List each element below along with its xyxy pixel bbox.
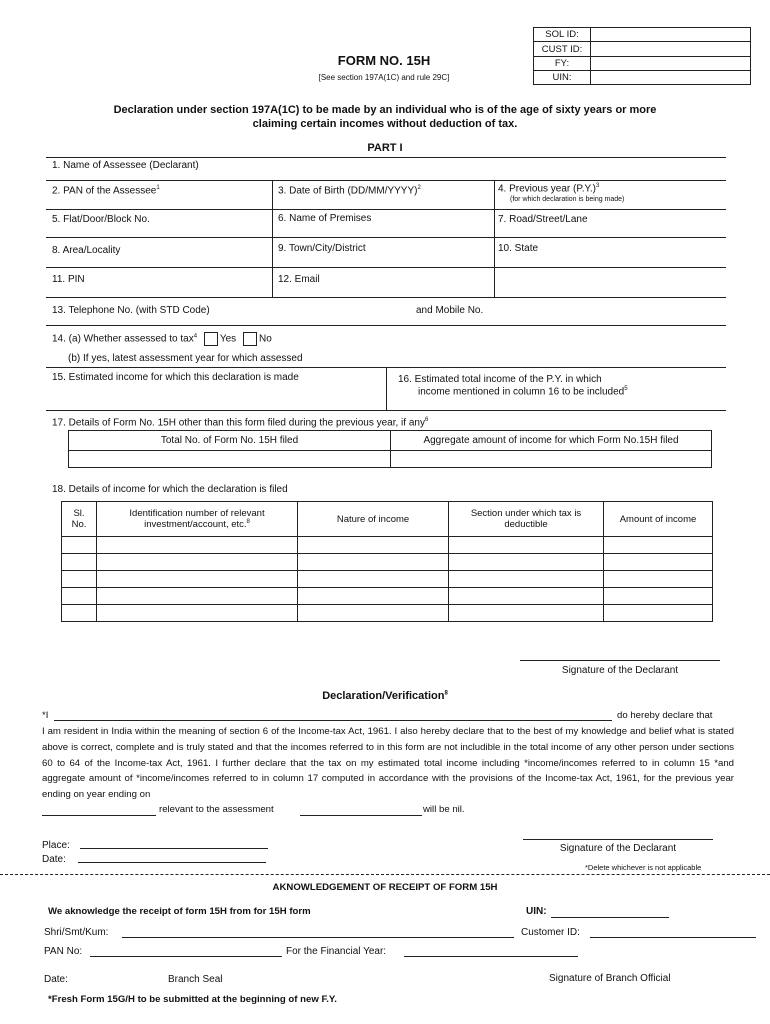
field-14a-row: 14. (a) Whether assessed to tax$^4$ Yes No bbox=[52, 333, 272, 345]
uin-label: UIN: bbox=[534, 71, 591, 85]
relevant-text: relevant to the assessment bbox=[159, 804, 274, 815]
divider bbox=[46, 410, 726, 411]
date-field[interactable] bbox=[78, 862, 266, 863]
ack-customer-id-field[interactable] bbox=[590, 937, 756, 938]
form-subtitle: [See section 197A(1C) and rule 29C] bbox=[318, 73, 450, 82]
field-6-label: 6. Name of Premises bbox=[278, 213, 372, 224]
cell[interactable] bbox=[298, 605, 449, 622]
hereby-text: do hereby declare that bbox=[617, 710, 713, 721]
cell[interactable] bbox=[604, 605, 713, 622]
ack-branch-seal: Branch Seal bbox=[168, 974, 223, 985]
field-14b-label: (b) If yes, latest assessment year for which assessed bbox=[68, 353, 303, 364]
field-12-label: 12. Email bbox=[278, 274, 320, 285]
cell[interactable] bbox=[62, 554, 97, 571]
star-i: *I bbox=[42, 710, 49, 721]
cell[interactable] bbox=[298, 554, 449, 571]
table-row bbox=[62, 571, 713, 588]
fy-label: FY: bbox=[534, 57, 591, 71]
cust-id-field[interactable] bbox=[591, 42, 751, 57]
field-3-label: 3. Date of Birth (DD/MM/YYYY)$^2$ bbox=[278, 185, 421, 197]
declaration-title-line1: Declaration under section 197A(1C) to be made by an individual who is of the age of sixty years or more bbox=[113, 104, 657, 116]
col-total-forms: Total No. of Form No. 15H filed bbox=[69, 431, 391, 451]
year-field[interactable] bbox=[42, 815, 156, 816]
divider bbox=[46, 157, 726, 158]
signature-line-2[interactable] bbox=[523, 839, 713, 840]
cell[interactable] bbox=[97, 554, 298, 571]
divider bbox=[386, 367, 387, 410]
table-row bbox=[62, 554, 713, 571]
cell[interactable] bbox=[449, 554, 604, 571]
cell[interactable] bbox=[97, 537, 298, 554]
divider bbox=[46, 180, 726, 181]
cell[interactable] bbox=[97, 588, 298, 605]
cell[interactable] bbox=[298, 571, 449, 588]
total-forms-cell[interactable] bbox=[69, 451, 391, 468]
signature-declarant-label-2: Signature of the Declarant bbox=[559, 843, 677, 854]
cell[interactable] bbox=[604, 571, 713, 588]
signature-line[interactable] bbox=[520, 660, 720, 661]
divider bbox=[46, 325, 726, 326]
form-title: FORM NO. 15H bbox=[337, 53, 431, 68]
divider bbox=[46, 297, 726, 298]
cell[interactable] bbox=[62, 588, 97, 605]
cell[interactable] bbox=[62, 537, 97, 554]
ack-branch-signature: Signature of Branch Official bbox=[549, 973, 671, 984]
field-7-label: 7. Road/Street/Lane bbox=[498, 214, 588, 225]
nil-text: will be nil. bbox=[423, 804, 465, 815]
ack-fin-year-label: For the Financial Year: bbox=[286, 946, 387, 957]
field-2-label: 2. PAN of the Assessee$^1$ bbox=[52, 185, 160, 197]
field-16-line2: income mentioned in column 16 to be included$^5$ bbox=[418, 386, 628, 398]
header-identification: Identification number of relevant investment/account, etc.$^8$ bbox=[97, 502, 298, 537]
header-sl-no: Sl. No. bbox=[62, 502, 97, 537]
field-8-label: 8. Area/Locality bbox=[52, 245, 121, 256]
field-9-label: 9. Town/City/District bbox=[278, 243, 366, 254]
divider bbox=[46, 209, 726, 210]
cell[interactable] bbox=[604, 554, 713, 571]
cell[interactable] bbox=[604, 537, 713, 554]
cell[interactable] bbox=[298, 537, 449, 554]
income-table bbox=[61, 501, 713, 622]
ack-shri-label: Shri/Smt/Kum: bbox=[44, 927, 109, 938]
ack-uin-label: UIN: bbox=[526, 906, 547, 917]
table-row bbox=[62, 537, 713, 554]
field-18-label: 18. Details of income for which the declaration is filed bbox=[52, 484, 288, 495]
ack-uin-field[interactable] bbox=[551, 917, 669, 918]
ack-fin-year-field[interactable] bbox=[404, 956, 578, 957]
no-label: No bbox=[258, 333, 272, 345]
header-nature-income: Nature of income bbox=[298, 502, 449, 537]
ack-shri-field[interactable] bbox=[122, 937, 514, 938]
declaration-paragraph: I am resident in India within the meaning of section 6 of the Income-tax Act, 1961. I also hereby declare that to the best of my knowledge and belief what is stated above is correct, complete and is truly stated and that the incomes referred to in this form are not includible in the total income of any other person under sections 60 to 64 of the Income-tax Act, 1961. I further declare that the tax on my estimated total income including *income/incomes referred to in column 15 *and aggregate amount of *income/incomes referred to in column 17 computed in accordance with the provisions of the Income-tax Act, 1961, for the previous year ending on year ending on bbox=[42, 726, 734, 801]
ack-heading: AKNOWLEDGEMENT OF RECEIPT OF FORM 15H bbox=[272, 882, 498, 893]
field-11-label: 11. PIN bbox=[52, 274, 85, 285]
divider bbox=[494, 180, 495, 298]
header-amount: Amount of income bbox=[604, 502, 713, 537]
divider bbox=[46, 267, 726, 268]
mobile-label: and Mobile No. bbox=[416, 305, 484, 316]
field-5-label: 5. Flat/Door/Block No. bbox=[52, 214, 150, 225]
form15h-filed-table bbox=[68, 430, 712, 468]
assessment-year-field[interactable] bbox=[300, 815, 422, 816]
cut-line bbox=[0, 874, 770, 875]
field-13-label: 13. Telephone No. (with STD Code) bbox=[52, 305, 210, 316]
divider bbox=[272, 180, 273, 298]
field-16-line1: 16. Estimated total income of the P.Y. in which bbox=[398, 374, 602, 385]
cell[interactable] bbox=[449, 588, 604, 605]
cell[interactable] bbox=[62, 605, 97, 622]
sol-id-label: SOL ID: bbox=[534, 28, 591, 42]
table-row bbox=[62, 605, 713, 622]
date-label: Date: bbox=[42, 854, 66, 865]
field-17-label: 17. Details of Form No. 15H other than this form filed during the previous year, if any$^6$ bbox=[52, 417, 429, 429]
cell[interactable] bbox=[604, 588, 713, 605]
field-4-label: 4. Previous year $(P.Y.)^3$ bbox=[498, 183, 600, 195]
ack-pan-label: PAN No: bbox=[44, 946, 83, 957]
cell[interactable] bbox=[449, 605, 604, 622]
field-14a-label: 14. (a) Whether assessed to tax bbox=[52, 333, 194, 345]
place-label: Place: bbox=[42, 840, 70, 851]
fy-field[interactable] bbox=[591, 57, 751, 71]
declaration-heading: Declaration/Verification$^8$ bbox=[322, 690, 448, 702]
ack-pan-field[interactable] bbox=[90, 956, 282, 957]
ack-date-label: Date: bbox=[44, 974, 68, 985]
ack-footnote: *Fresh Form 15G/H to be submitted at the beginning of new F.Y. bbox=[48, 994, 337, 1005]
sol-id-field[interactable] bbox=[591, 28, 751, 42]
cell[interactable] bbox=[298, 588, 449, 605]
uin-field[interactable] bbox=[591, 71, 751, 85]
declarant-name-field[interactable] bbox=[54, 720, 612, 721]
divider bbox=[46, 237, 726, 238]
id-box bbox=[533, 27, 751, 85]
aggregate-income-cell[interactable] bbox=[391, 451, 712, 468]
ack-customer-id-label: Customer ID: bbox=[521, 927, 580, 938]
part-heading: PART I bbox=[367, 142, 403, 154]
cust-id-label: CUST ID: bbox=[534, 42, 591, 57]
yes-checkbox[interactable] bbox=[204, 332, 218, 346]
place-field[interactable] bbox=[80, 848, 268, 849]
col-aggregate-income: Aggregate amount of income for which Form No.15H filed bbox=[391, 431, 712, 451]
no-checkbox[interactable] bbox=[243, 332, 257, 346]
cell[interactable] bbox=[97, 571, 298, 588]
yes-label: Yes bbox=[219, 333, 237, 345]
delete-note: *Delete whichever is not applicable bbox=[585, 863, 702, 872]
cell[interactable] bbox=[97, 605, 298, 622]
header-section: Section under which tax is deductible bbox=[449, 502, 604, 537]
ack-receipt-text: We aknowledge the receipt of form 15H from for 15H form bbox=[48, 906, 311, 917]
field-4-note: (for which declaration is being made) bbox=[510, 196, 625, 203]
cell[interactable] bbox=[449, 571, 604, 588]
signature-declarant-label: Signature of the Declarant bbox=[561, 665, 679, 676]
field-10-label: 10. State bbox=[498, 243, 539, 254]
cell[interactable] bbox=[449, 537, 604, 554]
declaration-title-line2: claiming certain incomes without deduction of tax. bbox=[252, 118, 518, 130]
field-1-label: 1. Name of Assessee (Declarant) bbox=[52, 160, 199, 171]
cell[interactable] bbox=[62, 571, 97, 588]
table-row bbox=[62, 588, 713, 605]
field-15-label: 15. Estimated income for which this declaration is made bbox=[52, 372, 299, 383]
